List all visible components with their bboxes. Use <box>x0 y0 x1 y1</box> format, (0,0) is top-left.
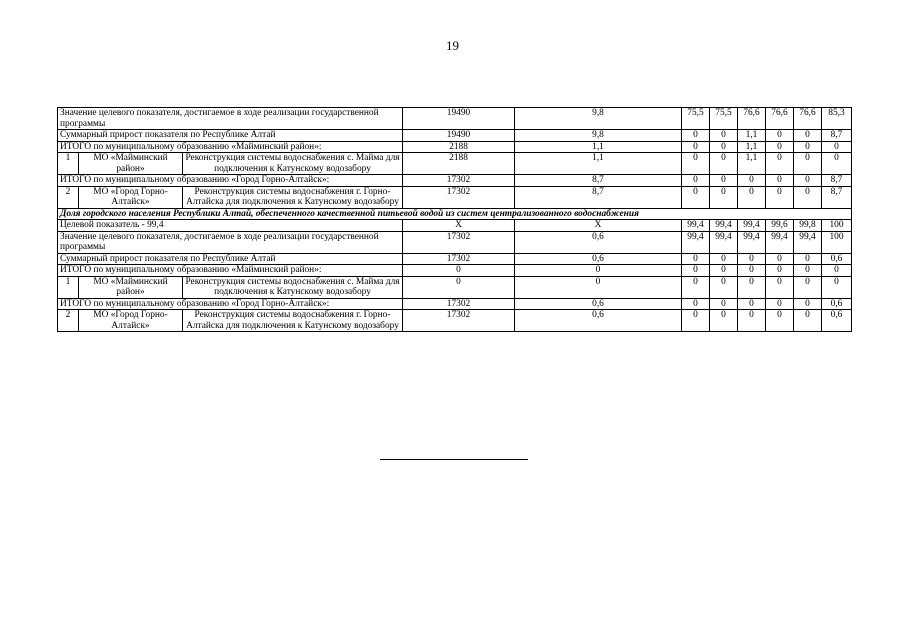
footer-divider <box>380 459 528 460</box>
year-value-cell: 0 <box>710 253 738 265</box>
row-label: Значение целевого показателя, достигаемое в ходе реализации государственной программы <box>58 108 403 130</box>
year-value-cell: 8,7 <box>822 186 852 208</box>
year-value-cell: 0 <box>822 153 852 175</box>
year-value-cell: 0 <box>794 130 822 142</box>
year-value-cell: 99,4 <box>738 220 766 232</box>
year-value-cell: 0 <box>794 310 822 332</box>
year-value-cell: 76,6 <box>738 108 766 130</box>
value-cell: 2188 <box>403 141 515 153</box>
year-value-cell: 0 <box>738 265 766 277</box>
year-value-cell: 99,6 <box>766 220 794 232</box>
year-value-cell: 100 <box>822 220 852 232</box>
row-number: 2 <box>58 310 79 332</box>
year-value-cell: 0 <box>794 175 822 187</box>
year-value-cell: 0 <box>710 276 738 298</box>
summary-row <box>58 108 852 130</box>
year-value-cell: 99,4 <box>682 220 710 232</box>
value-cell: 17302 <box>403 253 515 265</box>
value-cell: 17302 <box>403 298 515 310</box>
year-value-cell: 0 <box>738 186 766 208</box>
year-value-cell: 0 <box>822 276 852 298</box>
year-value-cell: 75,5 <box>682 108 710 130</box>
row-number: 1 <box>58 153 79 175</box>
year-value-cell: 99,4 <box>794 231 822 253</box>
section-title: Доля городского населения Республики Алтай, обеспеченного качественной питьевой водой из систем централизованного водоснабжения <box>58 208 852 220</box>
year-value-cell: 0 <box>682 276 710 298</box>
project-description: Реконструкция системы водоснабжения с. Майма для подключения к Катунскому водозабору <box>183 153 403 175</box>
project-row <box>58 276 852 298</box>
row-label: Суммарный прирост показателя по Республике Алтай <box>58 253 403 265</box>
year-value-cell: 0 <box>738 310 766 332</box>
year-value-cell: 0 <box>794 186 822 208</box>
value-cell: 0,6 <box>515 298 682 310</box>
project-row <box>58 310 852 332</box>
year-value-cell: 0 <box>710 298 738 310</box>
value-cell: 1,1 <box>515 141 682 153</box>
summary-row <box>58 175 852 187</box>
year-value-cell: 0 <box>738 175 766 187</box>
section-header-row <box>58 208 852 220</box>
year-value-cell: 76,6 <box>794 108 822 130</box>
value-cell: 19490 <box>403 108 515 130</box>
municipality-name: МО «Майминский район» <box>79 276 183 298</box>
year-value-cell: 0 <box>766 175 794 187</box>
year-value-cell: 0 <box>794 265 822 277</box>
year-value-cell: 0 <box>682 310 710 332</box>
year-value-cell: 75,5 <box>710 108 738 130</box>
year-value-cell: 99,4 <box>738 231 766 253</box>
year-value-cell: 0 <box>710 186 738 208</box>
row-label: ИТОГО по муниципальному образованию «Майминский район»: <box>58 141 403 153</box>
value-cell: 0,6 <box>515 253 682 265</box>
value-cell: 17302 <box>403 175 515 187</box>
value-cell: 0 <box>515 265 682 277</box>
year-value-cell: 0 <box>738 253 766 265</box>
year-value-cell: 0 <box>766 276 794 298</box>
year-value-cell: 0 <box>766 298 794 310</box>
year-value-cell: 0 <box>794 298 822 310</box>
row-number: 1 <box>58 276 79 298</box>
row-label: Суммарный прирост показателя по Республике Алтай <box>58 130 403 142</box>
value-cell: 17302 <box>403 231 515 253</box>
value-cell: 0 <box>515 276 682 298</box>
year-value-cell: 0 <box>682 141 710 153</box>
summary-row <box>58 220 852 232</box>
year-value-cell: 0 <box>794 276 822 298</box>
year-value-cell: 0 <box>682 186 710 208</box>
year-value-cell: 0 <box>710 265 738 277</box>
year-value-cell: 99,4 <box>766 231 794 253</box>
year-value-cell: 8,7 <box>822 175 852 187</box>
table-body <box>58 108 852 332</box>
municipality-name: МО «Город Горно-Алтайск» <box>79 186 183 208</box>
year-value-cell: 0,6 <box>822 253 852 265</box>
municipality-name: МО «Майминский район» <box>79 153 183 175</box>
year-value-cell: 85,3 <box>822 108 852 130</box>
year-value-cell: 0 <box>682 265 710 277</box>
year-value-cell: 0 <box>794 141 822 153</box>
municipality-name: МО «Город Горно-Алтайск» <box>79 310 183 332</box>
row-label: Целевой показатель - 99,4 <box>58 220 403 232</box>
year-value-cell: 0 <box>682 253 710 265</box>
row-label: ИТОГО по муниципальному образованию «Майминский район»: <box>58 265 403 277</box>
year-value-cell: 0 <box>766 265 794 277</box>
summary-row <box>58 231 852 253</box>
value-cell: 9,8 <box>515 130 682 142</box>
year-value-cell: 76,6 <box>766 108 794 130</box>
value-cell: 0,6 <box>515 310 682 332</box>
year-value-cell: 0,6 <box>822 310 852 332</box>
value-cell: 17302 <box>403 310 515 332</box>
project-description: Реконструкция системы водоснабжения г. Горно-Алтайска для подключения к Катунскому водозабору <box>183 186 403 208</box>
year-value-cell: 0 <box>766 253 794 265</box>
year-value-cell: 0 <box>710 130 738 142</box>
value-cell: 0 <box>403 265 515 277</box>
year-value-cell: 99,8 <box>794 220 822 232</box>
value-cell: 9,8 <box>515 108 682 130</box>
value-cell: 0 <box>403 276 515 298</box>
summary-row <box>58 141 852 153</box>
year-value-cell: 0 <box>794 153 822 175</box>
value-cell: 8,7 <box>515 175 682 187</box>
year-value-cell: 0,6 <box>822 298 852 310</box>
year-value-cell: 0 <box>710 310 738 332</box>
year-value-cell: 0 <box>766 310 794 332</box>
value-cell: 8,7 <box>515 186 682 208</box>
year-value-cell: 99,4 <box>682 231 710 253</box>
year-value-cell: 0 <box>682 153 710 175</box>
year-value-cell: 0 <box>682 298 710 310</box>
project-description: Реконструкция системы водоснабжения г. Горно-Алтайска для подключения к Катунскому водозабору <box>183 310 403 332</box>
year-value-cell: 0 <box>822 265 852 277</box>
indicator-table <box>57 107 852 332</box>
value-cell: Х <box>515 220 682 232</box>
year-value-cell: 1,1 <box>738 141 766 153</box>
year-value-cell: 0 <box>766 153 794 175</box>
row-label: ИТОГО по муниципальному образованию «Город Горно-Алтайск»: <box>58 298 403 310</box>
project-row <box>58 186 852 208</box>
summary-row <box>58 298 852 310</box>
project-description: Реконструкция системы водоснабжения с. Майма для подключения к Катунскому водозабору <box>183 276 403 298</box>
value-cell: Х <box>403 220 515 232</box>
row-label: Значение целевого показателя, достигаемое в ходе реализации государственной программы <box>58 231 403 253</box>
year-value-cell: 99,4 <box>710 220 738 232</box>
year-value-cell: 0 <box>682 175 710 187</box>
year-value-cell: 99,4 <box>710 231 738 253</box>
year-value-cell: 0 <box>682 130 710 142</box>
year-value-cell: 0 <box>738 276 766 298</box>
value-cell: 2188 <box>403 153 515 175</box>
row-number: 2 <box>58 186 79 208</box>
year-value-cell: 0 <box>710 175 738 187</box>
year-value-cell: 0 <box>710 153 738 175</box>
year-value-cell: 8,7 <box>822 130 852 142</box>
year-value-cell: 0 <box>794 253 822 265</box>
year-value-cell: 100 <box>822 231 852 253</box>
year-value-cell: 0 <box>710 141 738 153</box>
value-cell: 17302 <box>403 186 515 208</box>
year-value-cell: 1,1 <box>738 130 766 142</box>
year-value-cell: 0 <box>738 298 766 310</box>
project-row <box>58 153 852 175</box>
year-value-cell: 0 <box>822 141 852 153</box>
page-number: 19 <box>446 38 459 53</box>
year-value-cell: 0 <box>766 130 794 142</box>
year-value-cell: 1,1 <box>738 153 766 175</box>
row-label: ИТОГО по муниципальному образованию «Город Горно-Алтайск»: <box>58 175 403 187</box>
year-value-cell: 0 <box>766 186 794 208</box>
summary-row <box>58 130 852 142</box>
year-value-cell: 0 <box>766 141 794 153</box>
value-cell: 0,6 <box>515 231 682 253</box>
value-cell: 1,1 <box>515 153 682 175</box>
value-cell: 19490 <box>403 130 515 142</box>
summary-row <box>58 265 852 277</box>
summary-row <box>58 253 852 265</box>
